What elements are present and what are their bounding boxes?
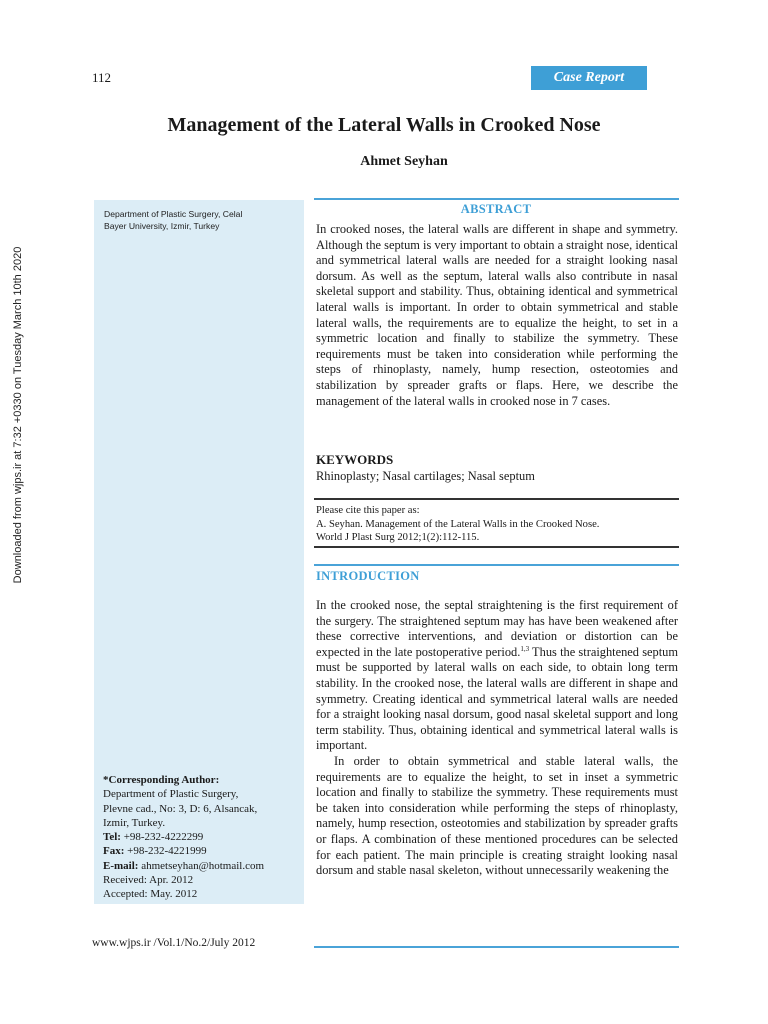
abstract-heading: ABSTRACT [460,202,532,216]
paragraph-text: Thus the straightened septum must be supported by lateral walls on each side, to obtain long term stability. In the crooked nose, the lateral walls are different in shape and symmetry. Creating identical and symmetrical lateral walls are needed for a straight looking nasal dorsum, good nasal skeletal support and long term stability. Thus, obtaining identical and symmetrical lateral walls is important. [316,644,678,753]
introduction-paragraph [316,598,678,754]
abstract-top-rule [314,198,679,200]
keywords-heading: KEYWORDS [316,452,394,467]
fax-value: +98-232-4221999 [124,845,207,858]
affiliation-line: Department of Plastic Surgery, Celal [104,209,243,219]
tel-value: +98-232-4222299 [120,831,204,844]
corresponding-heading: *Corresponding Author: [103,774,220,786]
email-row [103,859,301,873]
download-watermark-text: Downloaded from wjps.ir at 7:32 +0330 on Tuesday March 10th 2020 [12,246,24,584]
citation-line: Please cite this paper as: [316,505,420,516]
paragraph-text: In the crooked nose, the septal straightening is the first requirement of the surgery. The straightened septum may has have been weakened after these corrective interventions, and deviation or distortion can be expected in the late postoperative period. [316,598,678,659]
corresponding-author [103,773,301,902]
tel-row [103,830,301,844]
fax-label: Fax: [103,845,125,858]
footer-citation: www.wjps.ir /Vol.1/No.2/July 2012 [92,937,256,949]
accepted-date: Accepted: May. 2012 [103,888,198,901]
reference-marker: 1,3 [520,644,530,653]
email-value: ahmetseyhan@hotmail.com [138,859,265,872]
citation [316,504,678,545]
affiliation [104,208,300,232]
address-line: Department of Plastic Surgery, [103,788,239,801]
received-date: Received: Apr. 2012 [103,874,194,887]
introduction-top-rule [314,564,679,566]
page-number: 112 [92,70,112,85]
introduction-heading: INTRODUCTION [316,569,420,583]
article-title: Management of the Lateral Walls in Crooked Nose [167,114,601,136]
keywords-text: Rhinoplasty; Nasal cartilages; Nasal septum [316,469,535,483]
address-line: Plevne cad., No: 3, D: 6, Alsancak, [103,802,258,815]
citation-line: World J Plast Surg 2012;1(2):112-115. [316,532,480,544]
address-line: Izmir, Turkey. [103,816,166,829]
tel-label: Tel: [103,831,121,844]
citation-line: A. Seyhan. Management of the Lateral Walls in the Crooked Nose. [316,518,600,530]
citation-top-rule [314,498,679,500]
introduction-paragraph: In order to obtain symmetrical and stable lateral walls, the requirements are to equalize the height, to set in inset a symmetric location and finally to stabilize the symmetry. These requirements must be taken into consideration while performing the steps of rhinoplasty, namely, hump resection, osteotomies and stabilization by spreader grafts or flaps. A combination of these mentioned procedures can be selected for each patient. The main principle is creating straight looking nasal dorsum and stable nasal skeleton, without unnecessarily weakening the [316,753,678,878]
affiliation-line: Bayer University, Izmir, Turkey [104,221,220,231]
fax-row [103,844,301,858]
email-label: E-mail: [103,859,139,872]
abstract-text: In crooked noses, the lateral walls are different in shape and symmetry. Although the septum is very important to obtain a straight nose, identical and symmetrical lateral walls are needed for a straight looking nasal dorsum. As well as the septum, lateral walls also contribute in nasal skeletal support and stability. Thus, obtaining identical and symmetrical lateral walls is important. In order to obtain symmetrical and stable lateral walls, the requirements are to equalize the height, to set in a symmetric location and finally to stabilize the symmetry. These requirements must be taken into consideration while performing the steps of rhinoplasty, namely, hump resection, osteotomies and stabilization by spreader grafts or flaps. Here, we describe the management of the lateral walls in crooked nose in 7 cases. [316,222,679,408]
introduction-text [316,598,678,905]
citation-bottom-rule [314,546,679,548]
case-report-badge: Case Report [531,66,647,90]
footer-rule [314,946,679,948]
author-name: Ahmet Seyhan [360,154,448,169]
